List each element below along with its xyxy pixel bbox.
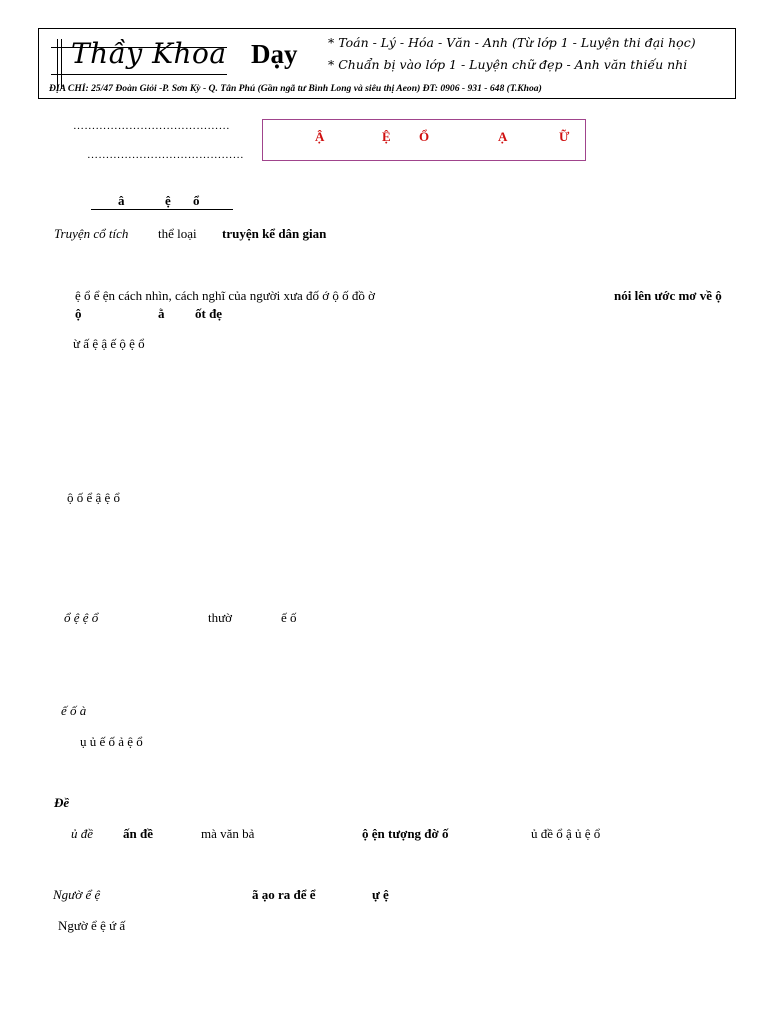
title-fragment: Ổ <box>419 129 430 144</box>
text-bold: ã ạo ra để ể <box>252 887 316 902</box>
text-bold: truyện kể dân gian <box>222 226 327 241</box>
title-fragment: Ữ <box>559 129 570 144</box>
heading-underline <box>91 209 233 210</box>
text-plain: ủ đề ổ ậ ủ ệ ổ <box>531 826 601 841</box>
text-bold: ộ <box>75 306 82 321</box>
class-dotted-line[interactable]: …………………………………… <box>87 149 244 161</box>
text-plain: thể loại <box>158 226 197 241</box>
logo-decor-line <box>51 74 227 75</box>
logo-day: Dạy <box>251 39 298 69</box>
text-italic: ế ố à <box>61 703 87 718</box>
text-bold: ốt đẹ <box>195 306 223 321</box>
section-heading-part: ệ <box>165 193 171 208</box>
text-italic: ổ ệ ệ ổ <box>64 610 99 625</box>
text-plain: mà văn bả <box>201 826 255 841</box>
text-plain: ế ố <box>281 610 297 625</box>
title-fragment: Ệ <box>382 129 391 144</box>
text-plain: ệ ổ ể ện cách nhìn, cách nghĩ của người xưa đố ớ ộ ố đồ ờ <box>75 288 376 303</box>
section-heading-part: â <box>118 193 125 208</box>
text-plain: ụ ủ ế ố ả ệ ổ <box>80 734 143 749</box>
text-italic: Đề <box>54 795 70 810</box>
title-box <box>262 119 586 161</box>
text-plain: ộ ố ể ậ ệ ổ <box>67 490 121 505</box>
text-bold: ộ ện tượng đờ ố <box>362 826 449 841</box>
section-heading-part: ổ <box>193 193 200 208</box>
slogan-2: * Chuẩn bị vào lớp 1 - Luyện chữ đẹp - Anh văn thiếu nhi <box>328 57 688 72</box>
slogan-1: * Toán - Lý - Hóa - Văn - Anh (Từ lớp 1 - Luyện thi đại học) <box>328 35 696 50</box>
text-italic: Truyện cổ tích <box>54 226 129 241</box>
text-plain: ừ ấ ệ ậ ế ộ ệ ổ <box>73 336 145 351</box>
text-bold: nói lên ước mơ về ộ <box>614 288 722 303</box>
text-bold: ằ <box>158 306 165 321</box>
text-italic: Ngườ ể ệ <box>53 887 101 902</box>
text-plain: Ngườ ể ệ ứ ấ <box>58 918 126 933</box>
address: ĐỊA CHỈ: 25/47 Đoàn Giỏi -P. Sơn Kỳ - Q. Tân Phú (Gần ngã tư Bình Long và siêu thị Aeon) ĐT: 0906 - 931 - 648 (T.Khoa) <box>49 83 542 94</box>
logo-script: Thầy Khoa <box>71 37 227 70</box>
title-fragment: Ạ <box>498 129 508 144</box>
text-plain: thườ <box>208 610 233 625</box>
text-bold: ự ệ <box>372 887 389 902</box>
text-italic: ủ đề <box>71 826 94 841</box>
title-fragment: Ậ <box>315 129 325 144</box>
header-box <box>38 28 736 99</box>
name-dotted-line[interactable]: …………………………………… <box>73 120 230 132</box>
text-bold: ấn đề <box>123 826 153 841</box>
